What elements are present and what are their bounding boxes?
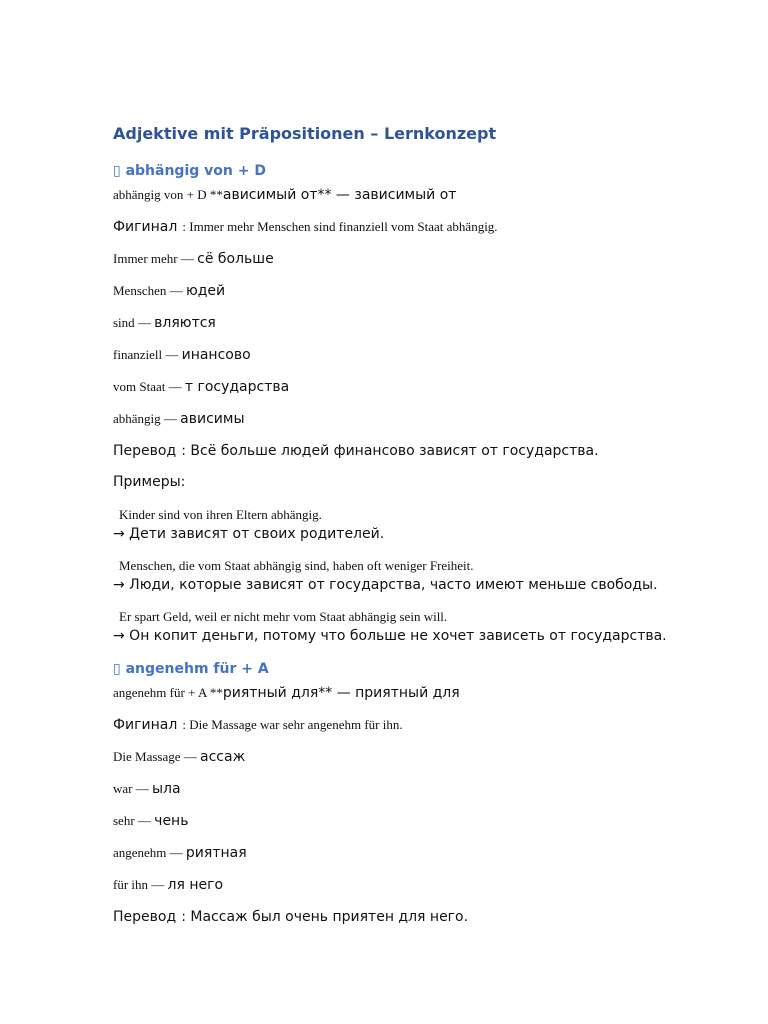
example-de: Kinder sind von ihren Eltern abhängig.	[119, 507, 322, 522]
translation-label: Перевод	[113, 443, 177, 459]
original-line	[113, 216, 498, 236]
original-text: : Die Massage war sehr angenehm für ihn.	[182, 717, 403, 732]
example-de: Menschen, die vom Staat abhängig sind, haben oft weniger Freiheit.	[119, 558, 474, 573]
definition-line	[113, 184, 456, 204]
vocab-item: Die Massage — ассаж	[113, 749, 246, 765]
examples-label: Примеры:	[113, 474, 186, 490]
definition-line	[113, 682, 460, 702]
definition-de: abhängig von + D **	[113, 187, 223, 202]
example-de: Er spart Geld, weil er nicht mehr vom Staat abhängig sein will.	[119, 609, 448, 624]
translation-label: Перевод	[113, 909, 177, 925]
definition-de: angenehm für + A **	[113, 685, 223, 700]
vocab-item: angenehm — риятная	[113, 845, 247, 861]
translation-text: : Массаж был очень приятен для него.	[181, 909, 469, 925]
section-heading-abhaengig: ▯ abhängig von + D	[113, 163, 266, 179]
vocab-item: sehr — чень	[113, 813, 189, 829]
vocab-item: sind — вляются	[113, 315, 216, 331]
definition-ru: риятный для** — приятный для	[222, 685, 460, 701]
translation-line	[113, 906, 468, 926]
vocab-item: vom Staat — т государства	[113, 379, 290, 395]
vocab-item: Immer mehr — сё больше	[113, 251, 274, 267]
example-ru: → Он копит деньги, потому что больше не хочет зависеть от государства.	[113, 628, 667, 644]
section-heading-angenehm: ▯ angenehm für + A	[113, 661, 269, 677]
original-line	[113, 714, 403, 734]
vocab-item: finanziell — инансово	[113, 347, 251, 363]
vocab-item: Menschen — юдей	[113, 283, 226, 299]
vocab-item: für ihn — ля него	[113, 877, 224, 893]
example-ru: → Люди, которые зависят от государства, часто имеют меньше свободы.	[113, 577, 658, 593]
original-label: Фигинал	[113, 717, 178, 733]
definition-ru: ависимый от** — зависимый от	[222, 187, 457, 203]
vocab-item: abhängig — ависимы	[113, 411, 245, 427]
original-text: : Immer mehr Menschen sind finanziell vom Staat abhängig.	[182, 219, 498, 234]
example-ru: → Дети зависят от своих родителей.	[113, 526, 385, 542]
translation-text: : Всё больше людей финансово зависят от государства.	[181, 443, 599, 459]
original-label: Фигинал	[113, 219, 178, 235]
vocab-item: war — ыла	[113, 781, 181, 797]
page-title: Adjektive mit Präpositionen – Lernkonzept	[113, 124, 497, 143]
translation-line	[113, 440, 599, 460]
